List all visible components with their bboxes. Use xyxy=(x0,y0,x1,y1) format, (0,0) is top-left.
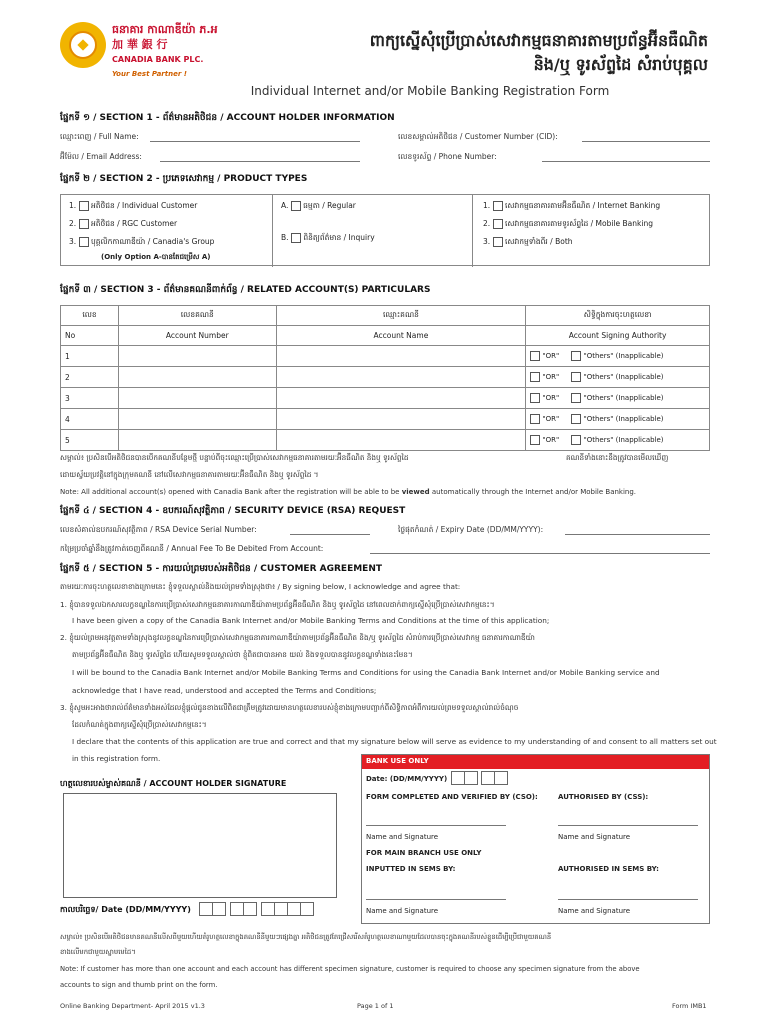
account-name-cell[interactable] xyxy=(276,346,526,367)
col-header-no-kh: លេខ xyxy=(61,306,119,326)
agreement-p2-en-1: I will be bound to the Canadia Bank Internet and/or Mobile Banking Terms and Conditions for using the Canadia Bank Internet and/or Mobile Banking service and xyxy=(72,668,660,677)
cso-signature-line[interactable] xyxy=(366,825,506,826)
others-checkbox[interactable] xyxy=(571,372,581,382)
section3-heading: ផ្នែកទី ៣ / SECTION 3 - ព័ត៌មានគណនីពាក់ព័ន្ធ / RELATED ACCOUNT(S) PARTICULARS xyxy=(60,285,431,295)
brand-block xyxy=(112,22,218,82)
row-number: 4 xyxy=(61,409,119,430)
col-header-account-number: Account Number xyxy=(118,326,276,346)
section4-heading: ផ្នែកទី ៤ / SECTION 4 - ឧបករណ៍សុវត្ថិភាព / SECURITY DEVICE (RSA) REQUEST xyxy=(60,506,406,516)
product-option-mobile[interactable]: 2. សេវាកម្មធនាគារតាមទូរស័ព្ទដៃ / Mobile Banking xyxy=(483,219,653,228)
agreement-intro: តាមរយៈការចុះហត្ថលេខាខាងក្រោមនេះ ខ្ញុំទទួលស្គាល់និងយល់ព្រមទាំងស្រុងថា៖ / By signing below, I acknowledge and agree that: xyxy=(60,582,461,591)
product-option-internet[interactable]: 1. សេវាកម្មធនាគារតាមអ៊ីនធឺណិត / Internet Banking xyxy=(483,201,661,210)
full-name-field[interactable] xyxy=(150,141,360,142)
sems-signature-line[interactable] xyxy=(558,899,698,900)
checkbox[interactable] xyxy=(79,219,89,229)
agreement-p2-kh-1: 2. ខ្ញុំយល់ព្រមអនុវត្តតាមទាំងស្រុងនូវលក្ខខណ្ឌនៃការប្រើប្រាស់សេវាកម្មធនាគារកាណាឌីយ៉ាតាមប្រព័ន្ធអ៊ីនធឺណិត និង/ឬ ទូរស័ព្ទដៃ សំរាប់ការប្រើប្រាស់សេវាកម្ម ធនាគារកាណាឌីយ៉ា xyxy=(60,633,535,642)
brand-slogan: Your Best Partner ! xyxy=(112,70,187,78)
bank-date-label: Date: (DD/MM/YYYY) xyxy=(366,775,448,783)
checkbox[interactable] xyxy=(493,237,503,247)
bank-use-header: BANK USE ONLY xyxy=(362,755,709,769)
or-checkbox[interactable] xyxy=(530,351,540,361)
checkbox[interactable] xyxy=(79,201,89,211)
brand-en-name: CANADIA BANK PLC. xyxy=(112,55,204,64)
customer-number-field[interactable] xyxy=(582,141,710,142)
checkbox[interactable] xyxy=(291,201,301,211)
checkbox[interactable] xyxy=(79,237,89,247)
annual-fee-field[interactable] xyxy=(370,553,710,554)
css-signature-line[interactable] xyxy=(558,825,698,826)
or-checkbox[interactable] xyxy=(530,414,540,424)
others-checkbox[interactable] xyxy=(571,435,581,445)
annual-fee-label: កម្រៃប្រចាំឆ្នាំនឹងត្រូវកាត់ចេញពីគណនី / Annual Fee To Be Debited From Account: xyxy=(60,544,324,553)
full-name-label: ឈ្មោះពេញ / Full Name: xyxy=(60,132,139,141)
phone-field[interactable] xyxy=(542,161,710,162)
title-kh-line1: ពាក្យស្នើសុំប្រើប្រាស់សេវាកម្មធនាគារតាមប្រព័ន្ធអ៊ីនធឺណិត xyxy=(369,31,708,50)
bottom-note-kh-1: សម្គាល់៖ ប្រសិនបើអតិថិជនមានគណនីលើសពីមួយហើយគំរូហត្ថលេខាក្នុងគណនីនីមួយៗផ្សេងគ្នា អតិថិជនត្រូវតែជ្រើសរើសគំរូហត្ថលេខាណាមួយដែលបានចុះក្នុងគណនីរបស់ខ្លួនដើម្បីប្រើជាមួយគណនី xyxy=(60,933,552,941)
table-row: 3 "OR" "Others" (Inapplicable) xyxy=(61,388,710,409)
bottom-note-en-1: Note: If customer has more than one account and each account has different specimen signature, customer is required to choose any specimen signature from the above xyxy=(60,965,640,973)
agreement-p1-en: I have been given a copy of the Canadia Bank Internet and/or Mobile Banking Terms and Conditions at the time of this application; xyxy=(72,616,550,625)
section2-heading: ផ្នែកទី ២ / SECTION 2 - ប្រភេទសេវាកម្ម / PRODUCT TYPES xyxy=(60,174,308,184)
authorised-label: AUTHORISED BY (CSS): xyxy=(558,793,649,801)
agreement-p1-kh: 1. ខ្ញុំបានទទួលឯកសារលក្ខខណ្ឌនៃការប្រើប្រាស់សេវាកម្មធនាគារកាណាឌីយ៉ាតាមប្រព័ន្ធអ៊ីនធឺណិត និងឬ ទូរស័ព្ទដៃ នៅពេលដាក់ពាក្យស្នើសុំប្រើប្រាស់សេវាកម្មនេះ។ xyxy=(60,600,495,609)
product-option-canadia-group[interactable]: 3. បុគ្គលិកកាណាឌីយ៉ា / Canadia's Group xyxy=(69,237,215,246)
customer-number-label: លេខសម្គាល់អតិថិជន / Customer Number (CID): xyxy=(398,132,558,141)
col-header-no: No xyxy=(61,326,119,346)
product-option-individual[interactable]: 1. អតិថិជន / Individual Customer xyxy=(69,201,198,210)
product-option-both[interactable]: 3. សេវាកម្មទាំងពីរ / Both xyxy=(483,237,573,246)
product-option-inquiry[interactable]: B. ពិនិត្យព័ត៌មាន / Inquiry xyxy=(281,233,375,242)
agreement-p3-en-1: I declare that the contents of this application are true and correct and that my signature below will serve as evidence to my understanding of and consent to all matters set out xyxy=(72,737,717,746)
row-number: 5 xyxy=(61,430,119,451)
row-number: 1 xyxy=(61,346,119,367)
agreement-p3-kh-1: 3. ខ្ញុំសូមអះអាងថារាល់ព័ត៌មានទាំងអស់ដែលខ្ញុំផ្តល់ជូនខាងលើពិតជាត្រឹមត្រូវដោយមានហត្ថលេខារបស់ខ្ញុំខាងក្រោមបញ្ជាក់ពីសិទ្ធិភាពអំពីការយល់ព្រមទទួលស្គាល់រាល់ចំណុច xyxy=(60,703,519,712)
table-row: 4 "OR" "Others" (Inapplicable) xyxy=(61,409,710,430)
col-header-authority: Account Signing Authority xyxy=(526,326,710,346)
table-row: 5 "OR" "Others" (Inapplicable) xyxy=(61,430,710,451)
expiry-label: ថ្ងៃផុតកំណត់ / Expiry Date (DD/MM/YYYY): xyxy=(398,525,544,534)
agreement-p3-en-2: in this registration form. xyxy=(72,754,161,763)
section3-note-kh-1b: គណនីទាំងនោះនឹងត្រូវបានមើលឃើញ xyxy=(566,453,669,462)
signature-label: ហត្ថលេខារបស់ម្ចាស់គណនី / ACCOUNT HOLDER SIGNATURE xyxy=(60,779,287,788)
phone-label: លេខទូរស័ព្ទ / Phone Number: xyxy=(398,152,497,161)
table-row: 2 "OR" "Others" (Inapplicable) xyxy=(61,367,710,388)
section3-note-kh-1: សម្គាល់៖ ប្រសិនបើអតិថិជនបានបើកគណនីបន្ថែមថ្មី បន្ទាប់ពីចុះឈ្មោះប្រើប្រាស់សេវាកម្មធនាគារតាមរយៈអ៊ីនធឺណិត និងឬ ទូរស័ព្ទដៃ xyxy=(60,453,409,462)
footer-right: Form IMB1 xyxy=(672,1002,707,1010)
agreement-p2-kh-2: តាមប្រព័ន្ធអ៊ីនធឺណិត និងឬ ទូរស័ព្ទដៃ ហើយសូមទទួលស្គាល់ថា ខ្ញុំពិតជាបានអាន យល់ និងទទួលបាននូវលក្ខខណ្ឌទាំងនេះមែន។ xyxy=(72,650,413,659)
col-header-account-name-kh: ឈ្មោះគណនី xyxy=(276,306,526,326)
account-name-cell[interactable] xyxy=(276,430,526,451)
col-header-authority-kh: សិទ្ធិក្នុងការចុះហត្ថលេខា xyxy=(526,306,710,326)
bottom-note-kh-2: ខាងលើមកជាមួយស្នាមមេដៃ។ xyxy=(60,948,136,956)
email-label: អ៊ីម៉ែល / Email Address: xyxy=(60,152,142,161)
checkbox[interactable] xyxy=(493,219,503,229)
row-number: 3 xyxy=(61,388,119,409)
agreement-p2-en-2: acknowledge that I have read, understood and accepted the Terms and Conditions; xyxy=(72,686,377,695)
email-field[interactable] xyxy=(160,161,360,162)
account-name-cell[interactable] xyxy=(276,367,526,388)
account-number-cell[interactable] xyxy=(118,367,276,388)
rsa-serial-label: លេខសំគាល់ឧបករណ៍សុវត្ថិភាព / RSA Device Serial Number: xyxy=(60,525,257,534)
signature-date-boxes[interactable] xyxy=(200,902,314,916)
rsa-serial-field[interactable] xyxy=(290,534,370,535)
checkbox[interactable] xyxy=(493,201,503,211)
account-number-cell[interactable] xyxy=(118,388,276,409)
others-checkbox[interactable] xyxy=(571,393,581,403)
section5-heading: ផ្នែកទី ៥ / SECTION 5 - ការយល់ព្រមរបស់អតិថិជន / CUSTOMER AGREEMENT xyxy=(60,564,382,574)
inputted-label: INPUTTED IN SEMS BY: xyxy=(366,865,456,873)
row-number: 2 xyxy=(61,367,119,388)
footer-left: Online Banking Department- April 2015 v1.3 xyxy=(60,1002,205,1010)
account-number-cell[interactable] xyxy=(118,346,276,367)
authorised-sems-label: AUTHORISED IN SEMS BY: xyxy=(558,865,659,873)
table-row: 1 "OR" "Others" (Inapplicable) xyxy=(61,346,710,367)
css-name-signature: Name and Signature xyxy=(558,833,631,841)
others-checkbox[interactable] xyxy=(571,351,581,361)
col-header-account-name: Account Name xyxy=(276,326,526,346)
cso-name-signature: Name and Signature xyxy=(366,833,439,841)
others-checkbox[interactable] xyxy=(571,414,581,424)
product-option-rgc[interactable]: 2. អតិថិជន / RGC Customer xyxy=(69,219,178,228)
brand-kh-name: ធនាគារ កាណាឌីយ៉ា ភ.អ xyxy=(112,23,218,36)
main-branch-label: FOR MAIN BRANCH USE ONLY xyxy=(366,849,482,857)
option-a-note: (Only Option A-បានតែជម្រើស A) xyxy=(101,253,211,261)
product-option-regular[interactable]: A. ធម្មតា / Regular xyxy=(281,201,356,210)
input-signature-line[interactable] xyxy=(366,899,506,900)
footer-center: Page 1 of 1 xyxy=(357,1002,394,1010)
title-kh-line2: និង/ឬ ទូរស័ព្ទដៃ សំរាប់បុគ្គល xyxy=(533,55,708,74)
col-header-account-number-kh: លេខគណនី xyxy=(118,306,276,326)
or-checkbox[interactable] xyxy=(530,393,540,403)
or-checkbox[interactable] xyxy=(530,372,540,382)
bottom-note-en-2: accounts to sign and thumb print on the form. xyxy=(60,981,218,989)
account-name-cell[interactable] xyxy=(276,409,526,430)
account-name-cell[interactable] xyxy=(276,388,526,409)
form-completed-label: FORM COMPLETED AND VERIFIED BY (CSO): xyxy=(366,793,538,801)
or-checkbox[interactable] xyxy=(530,435,540,445)
account-number-cell[interactable] xyxy=(118,409,276,430)
signature-date-label: កាលបរិច្ឆេទ/ Date (DD/MM/YYYY) xyxy=(60,905,191,914)
input-name-signature: Name and Signature xyxy=(366,907,439,915)
checkbox[interactable] xyxy=(291,233,301,243)
account-number-cell[interactable] xyxy=(118,430,276,451)
agreement-p3-kh-2: ដែលកំណត់ក្នុងពាក្យស្នើសុំប្រើប្រាស់សេវាកម្មនេះ។ xyxy=(72,720,207,729)
bank-use-only-box xyxy=(361,754,710,924)
section3-note-kh-2: ដោយស្វ័យប្រវត្តិនៅក្នុងក្រុមគណនី នៅលើសេវាកម្មធនាគារតាមរយៈអ៊ីនធឺណិត និងឬ ទូរស័ព្ទដៃ ។ xyxy=(60,470,319,479)
brand-cn-name: 加 華 銀 行 xyxy=(112,38,168,51)
section3-note-en: Note: All additional account(s) opened with Canadia Bank after the registration will be able to be viewed automatically through the Internet and/or Mobile Banking. xyxy=(60,488,637,496)
product-types-table xyxy=(60,194,710,266)
page-title: Individual Internet and/or Mobile Banking Registration Form xyxy=(250,84,610,98)
signature-box[interactable] xyxy=(63,793,337,898)
bank-date-boxes[interactable] xyxy=(452,771,508,785)
related-accounts-table xyxy=(60,305,710,451)
section1-heading: ផ្នែកទី ១ / SECTION 1 - ព័ត៌មានអតិថិជន / ACCOUNT HOLDER INFORMATION xyxy=(60,113,395,123)
expiry-field[interactable] xyxy=(565,534,710,535)
sems-name-signature: Name and Signature xyxy=(558,907,631,915)
bank-logo xyxy=(60,22,106,68)
